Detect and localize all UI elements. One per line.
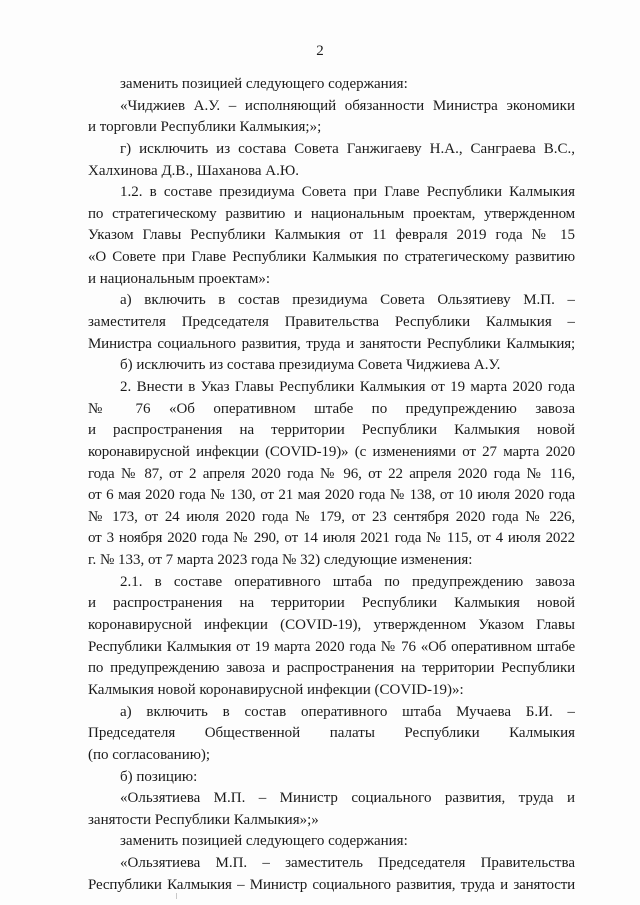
page-number: 2 xyxy=(316,43,324,59)
text-line: г) исключить из состава Совета Ганжигаеву Н.А., Санграева В.С., xyxy=(120,140,575,157)
text-line: «О Совете при Главе Республики Калмыкия по стратегическому развитию xyxy=(88,249,575,266)
text-line: Халхинова Д.В., Шаханова А.Ю. xyxy=(88,162,300,179)
text-line: заменить позицией следующего содержания: xyxy=(120,76,408,92)
text-line: по стратегическому развитию и национальным проектам, утвержденном xyxy=(88,205,575,222)
text-line: Республики Калмыкия – Министр социального развития, труда и занятости xyxy=(88,876,575,893)
text-line: заменить позицией следующего содержания: xyxy=(120,833,408,850)
text-line: коронавирусной инфекции (COVID-19)» (с изменениями от 27 марта 2020 xyxy=(88,443,575,460)
text-line: 2. Внести в Указ Главы Республики Калмыкия от 19 марта 2020 года xyxy=(120,378,575,395)
text-line: и национальным проектам»: xyxy=(88,270,271,287)
text-line: по предупреждению завоза и распространения на территории Республики xyxy=(88,660,575,677)
text-line: (по согласованию); xyxy=(88,746,211,763)
text-line: заместителя Председателя Правительства Республики Калмыкия – xyxy=(88,314,575,331)
text-line: от 6 мая 2020 года № 130, от 21 мая 2020 года № 138, от 10 июля 2020 года xyxy=(88,487,575,504)
text-line: и торговли Республики Калмыкия;»; xyxy=(88,119,322,136)
text-line: от 3 ноября 2020 года № 290, от 14 июля 2021 года № 115, от 4 июля 2022 xyxy=(88,530,575,547)
text-line: «Ользятиева М.П. – Министр социального развития, труда и xyxy=(120,790,575,807)
text-line: а) включить в состав президиума Совета Ользятиеву М.П. – xyxy=(120,292,575,309)
text-line: б) позицию: xyxy=(120,768,198,785)
text-line: «Чиджиев А.У. – исполняющий обязанности Министра экономики xyxy=(120,97,575,114)
text-line: Председателя Общественной палаты Республики Калмыкия xyxy=(88,725,575,742)
text-line: № 76 «Об оперативном штабе по предупреждению завоза xyxy=(88,400,575,417)
text-line: года № 87, от 2 апреля 2020 года № 96, от 22 апреля 2020 года № 116, xyxy=(88,465,575,482)
document-body xyxy=(0,74,640,896)
text-line: а) включить в состав оперативного штаба Мучаева Б.И. – xyxy=(120,703,575,720)
scan-artifact-mark xyxy=(176,893,177,899)
text-line: коронавирусной инфекции (COVID-19), утвержденном Указом Главы xyxy=(88,617,575,634)
text-line: № 173, от 24 июля 2020 года № 179, от 23 сентября 2020 года № 226, xyxy=(88,508,575,525)
text-line: Калмыкия новой коронавирусной инфекции (COVID-19)»: xyxy=(88,681,464,698)
text-line: и распространения на территории Республики Калмыкия новой xyxy=(88,595,575,612)
text-line: Республики Калмыкия от 19 марта 2020 года № 76 «Об оперативном штабе xyxy=(88,638,575,655)
text-line: Министра социального развития, труда и занятости Республики Калмыкия; xyxy=(88,335,575,352)
text-line: занятости Республики Калмыкия»;» xyxy=(88,811,319,828)
text-line: 1.2. в составе президиума Совета при Главе Республики Калмыкия xyxy=(120,184,575,201)
text-line: Указом Главы Республики Калмыкия от 11 февраля 2019 года № 15 xyxy=(88,227,575,244)
text-line: б) исключить из состава президиума Совета Чиджиева А.У. xyxy=(120,357,501,374)
text-line: «Ользятиева М.П. – заместитель Председателя Правительства xyxy=(120,855,575,872)
text-line: и распространения на территории Республики Калмыкия новой xyxy=(88,422,575,439)
text-line: 2.1. в составе оперативного штаба по предупреждению завоза xyxy=(120,573,575,590)
text-line: г. № 133, от 7 марта 2023 года № 32) следующие изменения: xyxy=(88,552,473,569)
